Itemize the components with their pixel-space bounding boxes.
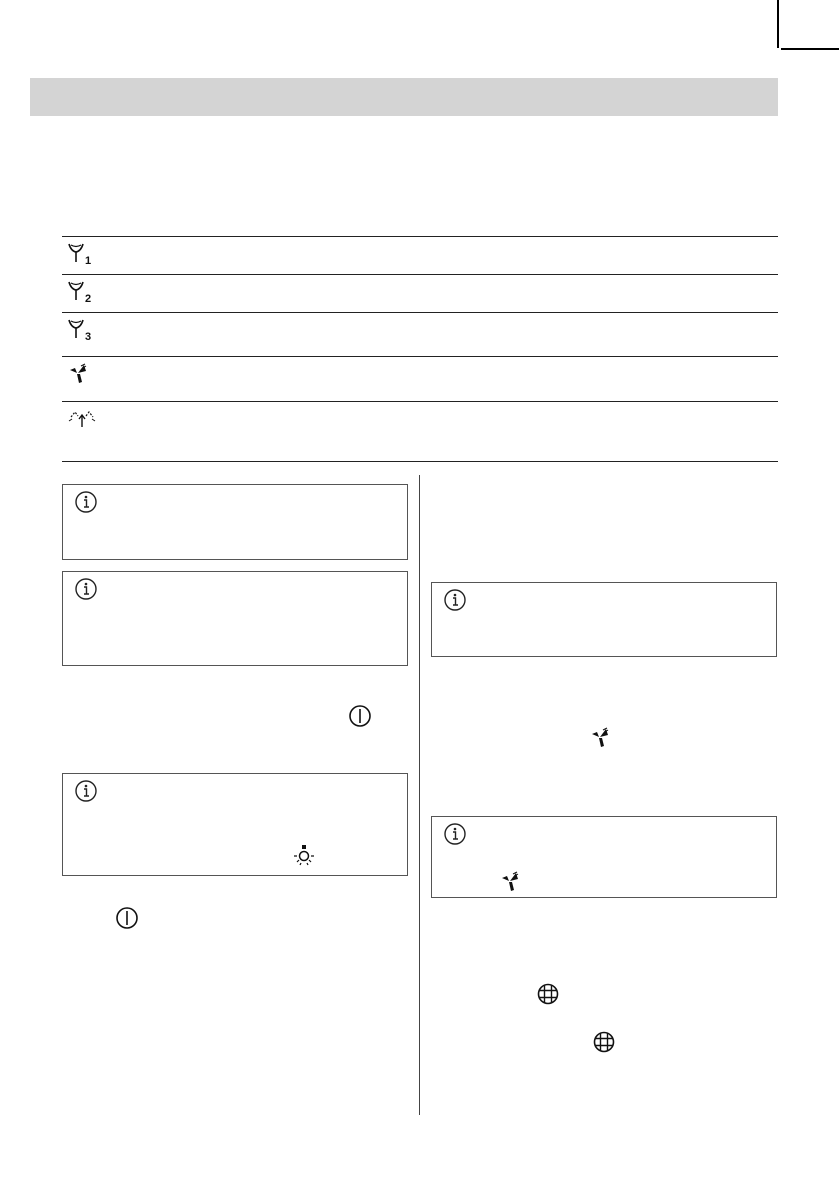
breeze-icon (66, 407, 98, 431)
function-table (62, 236, 778, 462)
fan-speed-3-icon (66, 318, 98, 342)
info-icon (74, 490, 98, 514)
note-box (431, 582, 777, 657)
svg-text:3: 3 (85, 331, 92, 342)
column-divider (419, 475, 420, 1115)
fan-intensive-icon (500, 869, 524, 893)
filter-grid-icon (592, 1030, 616, 1054)
note-box (62, 484, 408, 560)
note-box (62, 571, 408, 666)
svg-text:2: 2 (85, 293, 92, 304)
table-row (62, 275, 778, 313)
fan-intensive-icon (66, 362, 98, 386)
fan-speed-1-icon (66, 242, 98, 266)
table-row (62, 402, 778, 462)
table-row (62, 357, 778, 402)
info-icon (74, 779, 98, 803)
filter-grid-icon (536, 982, 560, 1006)
table-row (62, 313, 778, 357)
light-icon (292, 844, 316, 868)
section-header-bar (30, 78, 778, 116)
info-icon (443, 588, 467, 612)
table-row (62, 237, 778, 275)
fan-speed-2-icon (66, 280, 98, 304)
note-box (431, 816, 777, 898)
info-icon (443, 822, 467, 846)
info-icon (74, 577, 98, 601)
crop-mark-vertical (777, 0, 779, 48)
svg-text:1: 1 (85, 255, 92, 266)
fan-intensive-icon (590, 725, 614, 749)
crop-mark-horizontal (781, 48, 839, 50)
power-icon (348, 704, 372, 728)
note-box (62, 773, 408, 876)
power-icon (115, 906, 139, 930)
